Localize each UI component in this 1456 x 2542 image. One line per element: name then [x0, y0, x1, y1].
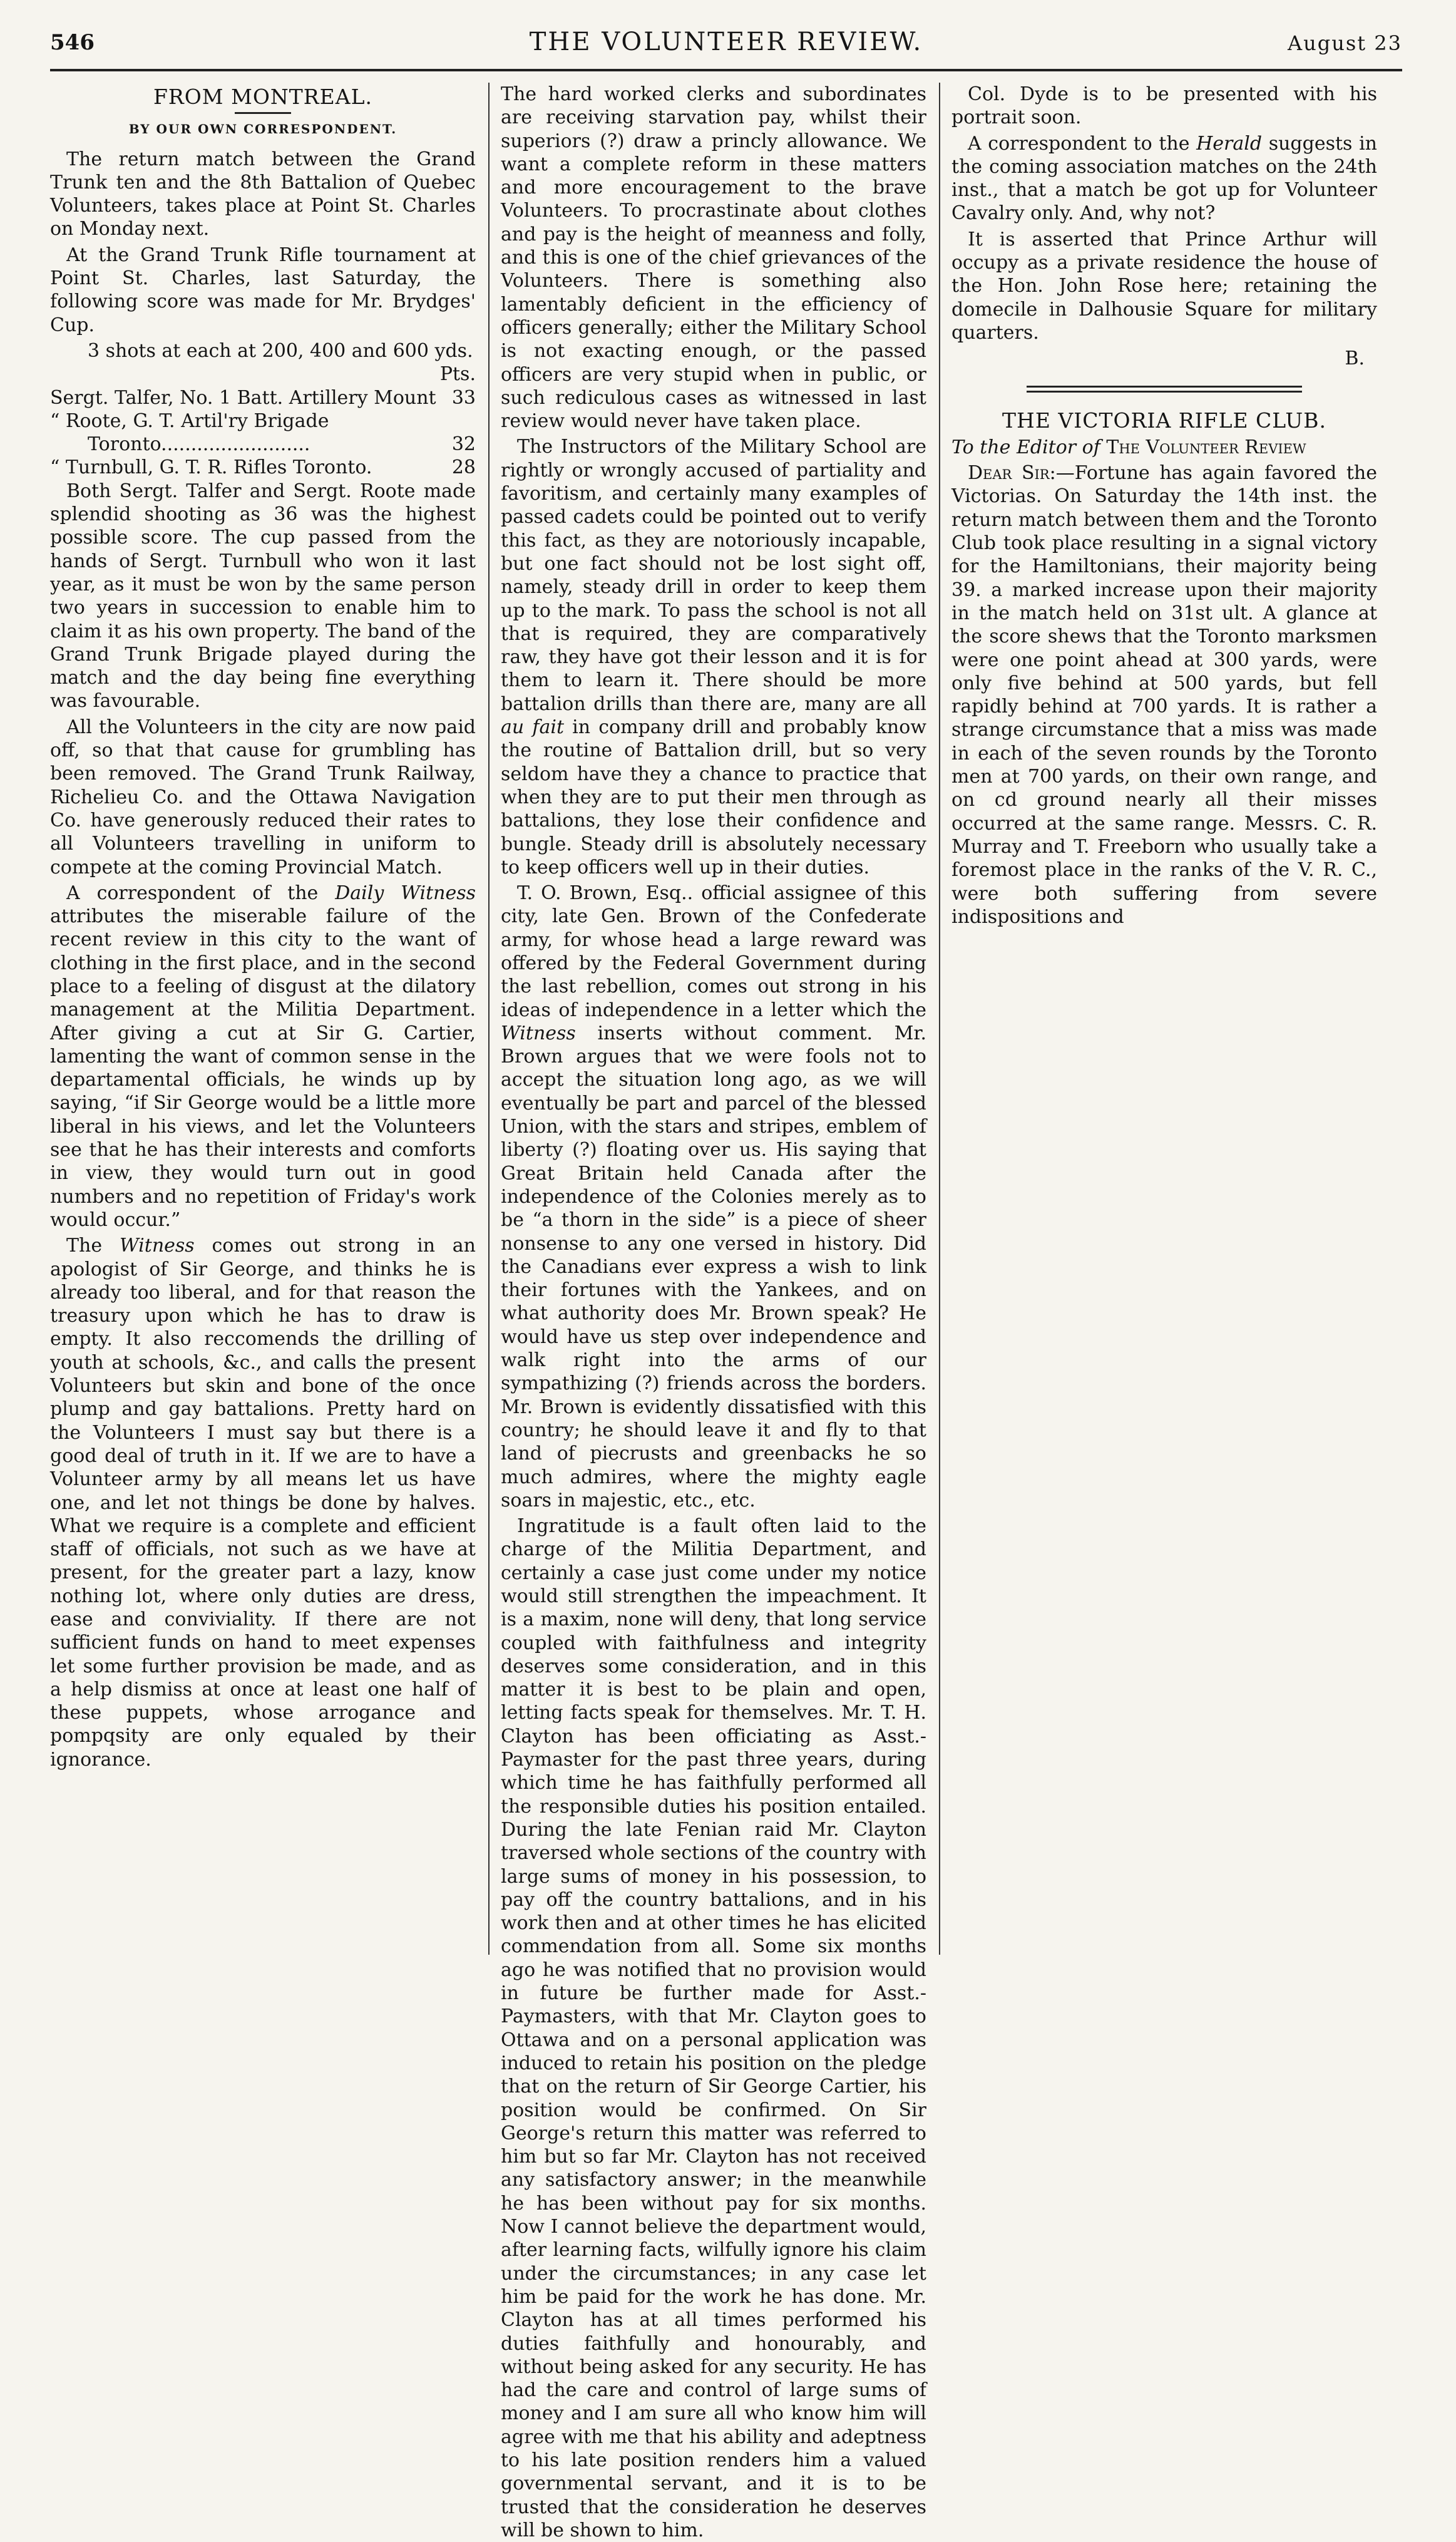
italic-run: au fait: [501, 716, 565, 739]
paragraph: The hard worked clerks and subordinates are receiving starvation pay, whilst their superiors (?) draw a princly allowance. We want a complete reform in these matters and more encouragement to the brave Volunteers. To procrastinate about clothes and pay is the height of meanness and folly, and this is one of the chief grievances of the Volunteers. There is something also lamentably deficient in the efficiency of officers generally; either the Military School is not exacting enough, or the passed officers are very stupid when in public, or such rediculous cases as witnessed in last review would never have taken place.: [501, 83, 926, 433]
score-pts: 32: [451, 433, 476, 456]
text-run: The: [66, 1235, 120, 1257]
paragraph: [50, 1234, 476, 1771]
signature: B.: [1345, 347, 1365, 370]
text-run: —Fortune has again favored the Victorias. On Saturday the 14th inst. the return match between them and the Toronto Club took place resulting in a signal victory for the Hamiltonians, their majority being 39. a marked increase upon their majority in the match held on 31st ult. A glance at the score shews that the Toronto marksmen were one point ahead at 300 yards, were only five behind at 500 yards, but fell rapidly behind at 700 yards. It is rather a strange circumstance that a miss was made in each of the seven rounds by the Toronto men at 700 yards, on their own range, and on cd ground nearly all their misses occurred at the same range. Messrs. C. R. Murray and T. Freeborn who usually take a foremost place in the ranks of the V. R. C., were both suffering from severe indispositions and: [951, 462, 1377, 928]
paragraph: Col. Dyde is to be presented with his portrait soon.: [951, 83, 1377, 129]
score-name: Sergt. Talfer, No. 1 Batt. Artillery Mount: [50, 386, 436, 409]
score-row: [50, 456, 476, 479]
column-rule-2: [939, 83, 940, 1955]
score-pts: 28: [451, 456, 476, 479]
text-run: suggests in the coming association matches on the 24th inst., that a match be got up for Volunteer Cavalry only. And, why not?: [951, 132, 1377, 225]
column-rule-1: [488, 83, 490, 1955]
column-2: [501, 83, 926, 2541]
section-double-rule: [1027, 386, 1302, 393]
italic-run: Herald: [1196, 132, 1263, 155]
byline: BY OUR OWN CORRESPONDENT.: [128, 121, 397, 137]
salutation: Dear Sir:: [968, 462, 1056, 485]
text-run: To the Editor of: [951, 436, 1107, 458]
paragraph: Both Sergt. Talfer and Sergt. Roote made splendid shooting as 36 was the highest possible score. The cup passed from the hands of Sergt. Turnbull who won it last year, as it must be won by the same person two years in succession to enable him to claim it as his own property. The band of the Grand Trunk Brigade played during the match and the day being fine everything was favourable.: [50, 480, 476, 713]
score-pts: 33: [451, 386, 476, 409]
score-table: [50, 339, 476, 480]
issue-date: August 23: [1288, 31, 1402, 55]
paragraph: [951, 461, 1377, 929]
paragraph: [501, 882, 926, 1512]
score-row: [50, 386, 476, 409]
paragraph: All the Volunteers in the city are now paid off, so that that cause for grumbling has been removed. The Grand Trunk Railway, Richelieu Co. and the Ottawa Navigation Co. have generously reduced their rates to all Volunteers travelling in uniform to compete at the coming Provincial Match.: [50, 716, 476, 878]
paragraph: [951, 132, 1377, 225]
text-run: The Instructors of the Military School are rightly or wrongly accused of partiality and favoritism, and certainly many examples of passed cadets could be pointed out to verify this fact, as they are notoriously incapable, but one fact should not be lost sight off, namely, steady drill in order to keep them up to the mark. To pass the school is not all that is required, they are comparatively raw, they have got their lesson and it is for them to learn it. There should be more battalion drills than there are, many are all: [501, 436, 926, 715]
score-row: [50, 409, 476, 433]
to-editor-line: [951, 436, 1377, 459]
paragraph: It is asserted that Prince Arthur will occupy as a private residence the house of the Hon. John Rose here; retaining the domecile in Dalhousie Square for military quarters.: [951, 228, 1377, 344]
italic-run: Daily Witness: [335, 882, 476, 904]
pts-label: Pts.: [439, 363, 476, 386]
score-row-cont: [50, 433, 476, 456]
paragraph: At the Grand Trunk Rifle tournament at Point St. Charles, last Saturday, the following score was made for Mr. Brydges' Cup.: [50, 244, 476, 336]
article-heading-victoria: THE VICTORIA RIFLE CLUB.: [1002, 408, 1326, 433]
heading-rule: [235, 112, 291, 114]
masthead-title: THE VOLUNTEER REVIEW.: [529, 28, 923, 56]
text-run: attributes the miserable failure of the recent review in this city to the want of clothing in the first place, and in the second place to a feeling of disgust at the dilatory management at the Militia Department. After giving a cut at Sir G. Cartier, lamenting the want of common sense in the departamental officials, he winds up by saying, “if Sir George would be a little more liberal in his views, and let the Volunteers see that he has their interests and comforts in view, they would turn out in good numbers and no repetition of Friday's work would occur.”: [50, 905, 476, 1231]
text-run: inserts without comment. Mr. Brown argues that we were fools not to accept the situation long ago, as we will eventually be part and parcel of the blessed Union, with the stars and stripes, emblem of liberty (?) floating over us. His saying that Great Britain held Canada after the independence of the Colonies merely as to be “a thorn in the side” is a piece of sheer nonsense to any one versed in history. Did the Canadians ever express a wish to link their fortunes with the Yankees, and on what authority does Mr. Brown speak? He would have us step over independence and walk right into the arms of our sympathizing (?) friends across the borders. Mr. Brown is evidently dissatisfied with this country; he should leave it and fly to that land of piecrusts and greenbacks he so much admires, where the mighty eagle soars in majestic, etc., etc.: [501, 1022, 926, 1511]
italic-run: Witness: [501, 1022, 576, 1044]
score-caption: 3 shots at each at 200, 400 and 600 yds.: [88, 339, 473, 362]
column-1: [50, 83, 476, 1955]
text-run: A correspondent to the: [968, 132, 1197, 155]
page-number: 546: [50, 30, 95, 55]
text-run: T. O. Brown, Esq.. official assignee of this city, late Gen. Brown of the Confederate army, for whose head a large reward was offered by the Federal Government during the last rebellion, comes out strong in his ideas of independence in a letter which the: [501, 882, 926, 1021]
article-heading-montreal: FROM MONTREAL.: [153, 85, 372, 109]
score-name: “ Roote, G. T. Artil'ry Brigade: [50, 409, 329, 432]
text-run: A correspondent of the: [66, 882, 336, 904]
page-header: [50, 25, 1402, 71]
paragraph: Ingratitude is a fault often laid to the charge of the Militia Department, and certainly a case just come under my notice would still strengthen the impeachment. It is a maxim, none will deny, that long service coupled with faithfulness and integrity deserves some consideration, and in this matter it is best to be plain and open, letting facts speak for themselves. Mr. T. H. Clayton has been officiating as Asst.-Paymaster for the past three years, during which time he has faithfully performed all the responsible duties his position entailed. During the late Fenian raid Mr. Clayton traversed whole sections of the country with large sums of money in his possession, to pay off the country battalions, and in his work then and at other times he has elicited commendation from all. Some six months ago he was notified that no provision would in future be further made for Asst.-Paymasters, with that Mr. Clayton goes to Ottawa and on a personal application was induced to retain his position on the pledge that on the return of Sir George Cartier, his position would be confirmed. On Sir George's return this matter was referred to him but so far Mr. Clayton has not received any satisfactory answer; in the meanwhile he has been without pay for six months. Now I cannot believe the department would, after learning facts, wilfully ignore his claim under the circumstances; in any case let him be paid for the work he has done. Mr. Clayton has at all times performed his duties faithfully and honourably, and without being asked for any security. He has had the care and control of large sums of money and I am sure all who know him will agree with me that his ability and adeptness to his late position renders him a valued governmental servant, and it is to be trusted that the consideration he deserves will be shown to him.: [501, 1515, 926, 2541]
paragraph: [50, 882, 476, 1232]
text-run: comes out strong in an apologist of Sir George, and thinks he is already too liberal, and for that reason the treasury upon which he has to draw is empty. It also reccomends the drilling of youth at schools, &c., and calls the present Volunteers but skin and bone of the once plump and gay battalions. Pretty hard on the Volunteers I must say but there is a good deal of truth in it. If we are to have a Volunteer army by all means let us have one, and let not things be done by halves. What we require is a complete and efficient staff of officials, not such as we have at present, for the greater part a lazy, know nothing lot, where only duties are dress, ease and conviviality. If there are not sufficient funds on hand to meet expenses let some further provision be made, and as a help dismiss at once at least one half of these puppets, whose arrogance and pompqsity are only equaled by their ignorance.: [50, 1235, 476, 1771]
italic-run: Witness: [119, 1235, 195, 1257]
publication-name: The Volunteer Review: [1106, 436, 1306, 458]
paragraph: The return match between the Grand Trunk ten and the 8th Battalion of Quebec Volunteers, takes place at Point St. Charles on Monday next.: [50, 148, 476, 240]
column-3: [951, 83, 1377, 1955]
score-name-cont: Toronto.........................: [88, 433, 310, 456]
score-name: “ Turnbull, G. T. R. Rifles Toronto.: [50, 456, 372, 479]
text-run: in company drill and probably know the routine of Battalion drill, but so very seldom have they a chance to practice that when they are to put their men through as battalions, they lose their confidence and bungle. Steady drill is absolutely necessary to keep officers well up in their duties.: [501, 716, 926, 878]
paragraph: [501, 435, 926, 879]
